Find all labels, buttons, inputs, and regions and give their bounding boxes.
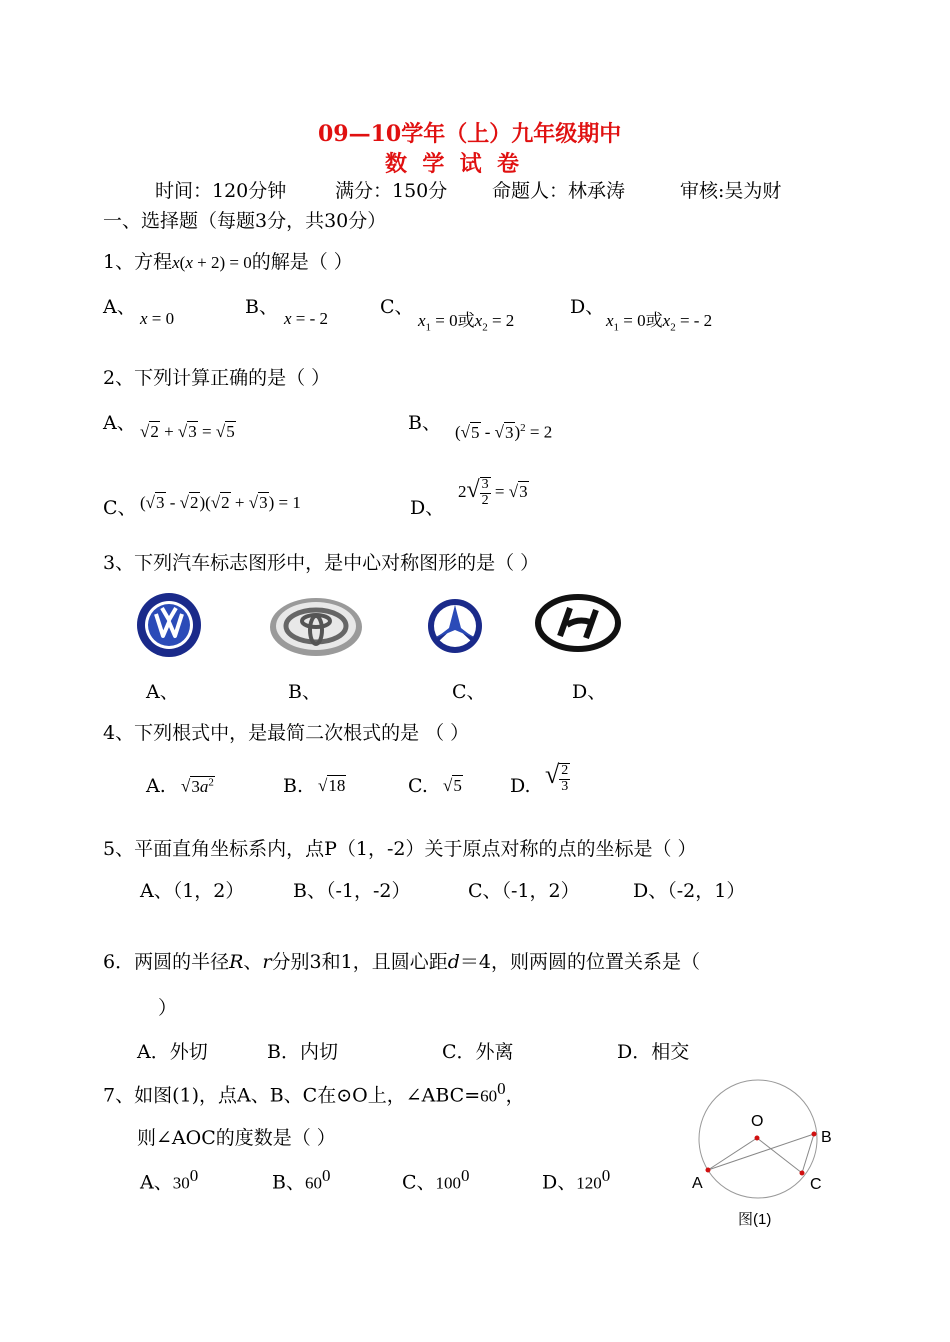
question-1: 1、方程x(x + 2) = 0的解是（ ） [103,251,353,273]
segment-oc [757,1138,802,1173]
q1-option-c-label: C、 [380,296,414,318]
q6-option-b: B．内切 [267,1041,338,1063]
q5-option-b: B、（-1，-2） [293,880,411,902]
q2-option-d-math: 2√ $\frac{3}{2}$ = √3 [458,477,528,509]
meta-review: 审核:吴为财 [680,180,782,202]
q6-option-a: A．外切 [137,1041,208,1063]
question-5: 5、平面直角坐标系内，点P（1，-2）关于原点对称的点的坐标是（ ） [103,838,697,860]
q3-option-c-label: C、 [452,681,486,703]
q1-option-b-math: x = - 2 [284,309,329,328]
q1-option-d-label: D、 [570,296,605,318]
mercedes-logo-icon[interactable] [428,599,482,653]
q2-option-c-label: C、 [103,497,137,519]
q4-option-d-label: D. [510,775,531,797]
q4-option-a-label: A. [146,775,166,797]
q2-option-d-label: D、 [410,497,445,519]
q1-option-a-math: x = 0 [140,309,175,328]
point-c [800,1171,805,1176]
q1-option-d-math: $x_1 = 0$或$x_2$ = - 2 [606,311,713,334]
q2-option-a-math: √2 + √3 = √5 [140,422,235,441]
q5-option-d: D、（-2，1） [633,880,746,902]
segment-bc [802,1134,814,1173]
segment-ao [708,1138,757,1170]
figure-circle-diagram [680,1070,850,1235]
point-a [706,1168,711,1173]
question-2: 2、下列计算正确的是（ ） [103,367,331,389]
question-6: 6．两圆的半径R、r分别3和1，且圆心距d＝4，则两圆的位置关系是（ [103,951,700,973]
point-b [812,1132,817,1137]
label-a: A [692,1175,703,1192]
exam-title: 09—10学年（上）九年级期中 [318,121,622,147]
meta-time: 时间：120分钟 [155,180,287,202]
q1-option-c-math: $x_1 = 0$或$x_2 = 2$ [418,311,515,334]
question-3: 3、下列汽车标志图形中，是中心对称图形的是（ ） [103,552,540,574]
label-o: O [751,1113,764,1130]
label-c: C [810,1176,822,1193]
q7-option-d: D、$120^0$ [542,1166,611,1194]
meta-author: 命题人：林承涛 [492,180,626,202]
q7-option-a: A、$30^0$ [140,1166,199,1194]
q3-option-b-label: B、 [288,681,321,703]
q6-stem-continuation: ） [158,997,178,1019]
q6-option-d: D．相交 [617,1041,690,1063]
segment-ab [708,1134,814,1170]
meta-score: 满分：150分 [335,180,448,202]
q5-option-c: C、（-1，2） [468,880,580,902]
question-4: 4、下列根式中，是最简二次根式的是 （ ） [103,722,470,744]
q2-option-a-label: A、 [103,412,136,434]
q7-option-c: C、$100^0$ [402,1166,470,1194]
car-logos [130,590,630,662]
hyundai-logo-icon[interactable] [538,597,618,649]
vw-logo-icon[interactable] [137,593,201,657]
point-o [755,1136,760,1141]
figure-caption: 图(1) [738,1211,772,1228]
q2-option-c-math: (√3 - √2)(√2 + √3) = 1 [140,493,301,512]
q2-option-b-label: B、 [408,412,441,434]
q1-option-b-label: B、 [245,296,278,318]
q2-option-b-math: (√5 - √3)$^2$ = 2 [455,422,553,442]
q1-equation: x(x + 2) = 0 [172,253,252,272]
q1-option-a-label: A、 [103,296,136,318]
q4-option-d-math: √ $\frac{2}{3}$ [545,760,569,795]
q4-option-c-math: √5 [443,776,462,795]
q4-option-c-label: C. [408,775,428,797]
q3-option-a-label: A、 [146,681,179,703]
exam-subtitle: 数 学 试 卷 [385,151,519,177]
question-7: 7、如图(1)，点A、B、C在⊙O上，$\angle ABC=60^0$， [103,1079,525,1107]
q4-option-b-math: √18 [318,776,346,795]
question-7-ask: 则∠AOC的度数是（ ） [137,1127,336,1149]
q4-option-a-math: $√3a^2$ [181,776,214,796]
toyota-logo-icon[interactable] [270,598,362,656]
q6-option-c: C．外离 [442,1041,514,1063]
label-b: B [821,1129,832,1146]
q5-option-a: A、（1，2） [140,880,245,902]
q7-option-b: B、$60^0$ [272,1166,331,1194]
q3-option-d-label: D、 [572,681,607,703]
q4-option-b-label: B. [283,775,304,797]
section-heading: 一、选择题（每题3分，共30分） [103,210,387,232]
